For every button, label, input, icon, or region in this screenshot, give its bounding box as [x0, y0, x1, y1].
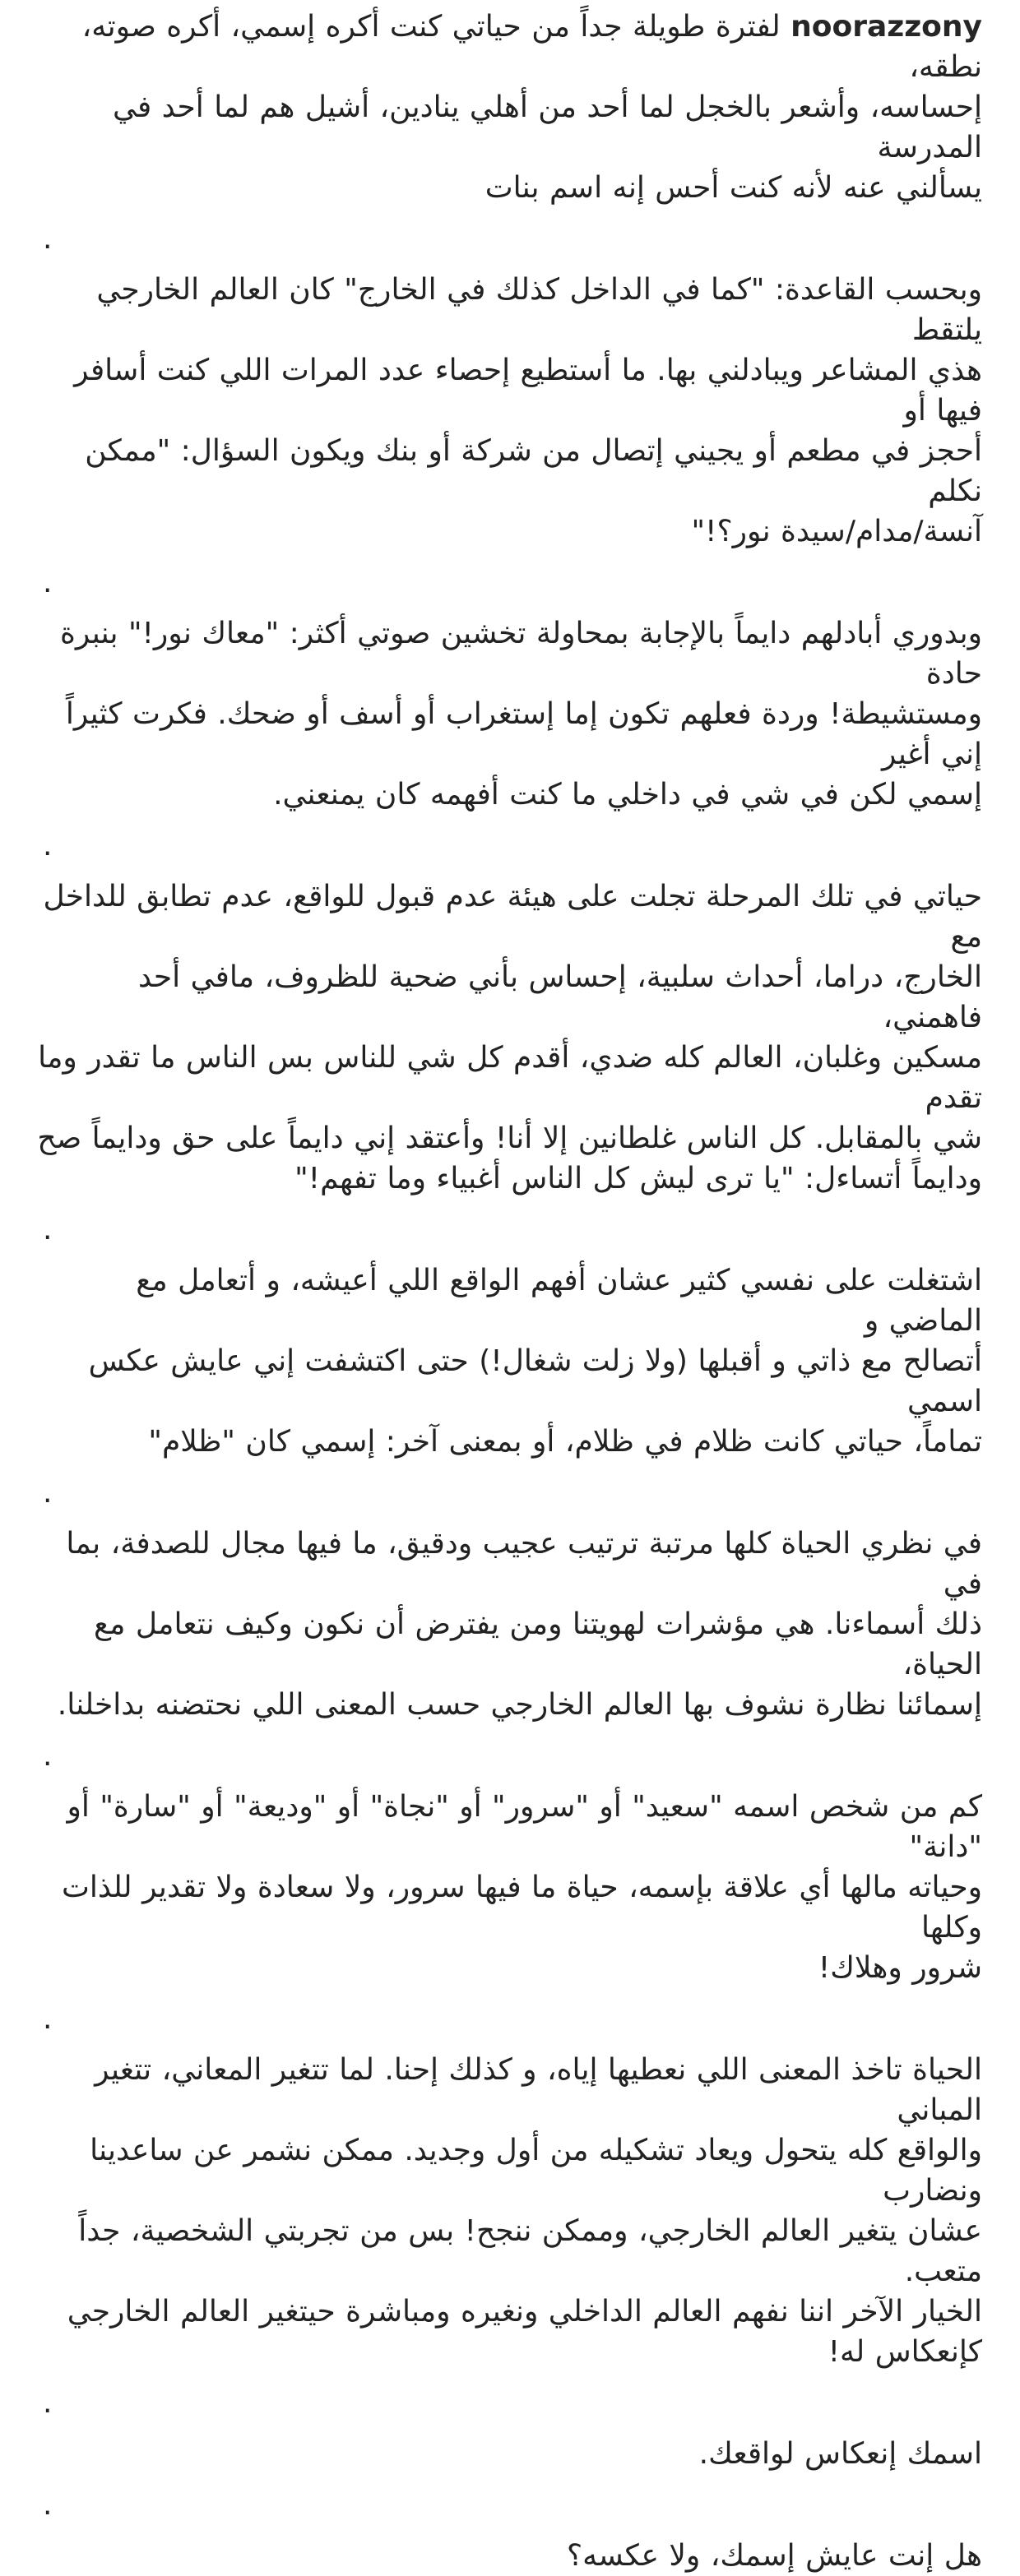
caption-line: في نظري الحياة كلها مرتبة ترتيب عجيب ودقيق، ما فيها مجال للصدفة، بما في [66, 1527, 982, 1601]
caption-line: آنسة/مدام/سيدة نور؟!" [691, 515, 982, 548]
caption-line: عشان يتغير العالم الخارجي، وممكن ننجح! بس من تجربتي الشخصية، جداً متعب. [78, 2214, 982, 2288]
paragraph-separator: . [43, 1476, 53, 1510]
caption-line: كإنعكاس له! [828, 2335, 982, 2369]
caption-line: وبدوري أبادلهم دايماً بالإجابة بمحاولة تخشين صوتي أكثر: "معاك نور!" بنبرة حادة [60, 617, 982, 691]
caption-paragraph-6 [33, 1524, 982, 1725]
caption-line: وحياته مالها أي علاقة بإسمه، حياة ما فيها سرور، ولا سعادة ولا تقدير للذات وكلها [61, 1871, 982, 1945]
caption-line: الحياة تاخذ المعنى اللي نعطيها إياه، و كذلك إحنا. لما تتغير المعاني، تتغير المباني [95, 2053, 982, 2127]
caption-line: ومستشيطة! وردة فعلهم تكون إما إستغراب أو أسف أو ضحك. فكرت كثيراً إني أغير [65, 697, 982, 771]
paragraph-separator: . [43, 566, 53, 599]
caption-paragraph-2 [33, 270, 982, 552]
caption-paragraph-9 [33, 2434, 982, 2474]
caption-line: إحساسه، وأشعر بالخجل لما أحد من أهلي ينادين، أشيل هم لما أحد في المدرسة [112, 90, 982, 164]
caption-line: لفترة طويلة جداً من حياتي كنت أكره إسمي، أكره صوته، نطقه، [81, 10, 982, 84]
caption-line: شي بالمقابل. كل الناس غلطانين إلا أنا! وأعتقد إني دايماً على حق ودايماً صح [37, 1122, 982, 1155]
paragraph-separator: . [43, 1213, 53, 1246]
caption-paragraph-7 [33, 1787, 982, 1988]
caption-line: أتصالح مع ذاتي و أقبلها (ولا زلت شغال!) حتى اكتشفت إني عايش عكس اسمي [88, 1344, 982, 1418]
caption-line: اسمك إنعكاس لواقعك. [698, 2437, 982, 2471]
paragraph-separator: . [43, 2002, 53, 2036]
paragraph-separator: . [43, 829, 53, 863]
caption-line: تماماً، حياتي كانت ظلام في ظلام، أو بمعنى آخر: إسمي كان "ظلام" [148, 1425, 982, 1459]
paragraph-separator: . [43, 2488, 53, 2522]
caption-line: يسألني عنه لأنه كنت أحس إنه اسم بنات [484, 171, 982, 205]
caption-line: كم من شخص اسمه "سعيد" أو "سرور" أو "نجاة" أو "وديعة" أو "سارة" أو "دانة" [67, 1790, 982, 1864]
caption-line: والواقع كله يتحول ويعاد تشكيله من أول وجديد. ممكن نشمر عن ساعدينا ونضارب [90, 2134, 982, 2208]
caption-line: أحجز في مطعم أو يجيني إتصال من شركة أو بنك ويكون السؤال: "ممكن نكلم [85, 434, 982, 508]
caption-line: مسكين وغلبان، العالم كله ضدي، أقدم كل شي للناس بس الناس ما تقدر وما تقدم [38, 1041, 982, 1115]
caption-line: هذي المشاعر ويبادلني بها. ما أستطيع إحصاء عدد المرات اللي كنت أسافر فيها أو [74, 354, 982, 428]
paragraph-separator: . [43, 2386, 53, 2420]
caption-line: الخارج، دراما، أحداث سلبية، إحساس بأني ضحية للظروف، مافي أحد فاهمني، [138, 960, 982, 1034]
caption-paragraph-8 [33, 2050, 982, 2372]
caption-paragraph-4 [33, 876, 982, 1199]
caption-line: ودايماً أتساءل: "يا ترى ليش كل الناس أغبياء وما تفهم!" [294, 1162, 982, 1196]
caption-line: إسمائنا نظارة نشوف بها العالم الخارجي حسب المعنى اللي نحتضنه بداخلنا. [57, 1688, 982, 1722]
paragraph-separator: . [43, 1739, 53, 1773]
caption-line: شرور وهلاك! [818, 1951, 982, 1985]
caption-line: وبحسب القاعدة: "كما في الداخل كذلك في الخارج" كان العالم الخارجي يلتقط [96, 273, 982, 347]
caption-line: إسمي لكن في شي في داخلي ما كنت أفهمه كان يمنعني. [273, 778, 982, 812]
caption-line: الخيار الآخر اننا نفهم العالم الداخلي ونغيره ومباشرة حيتغير العالم الخارجي [67, 2295, 982, 2329]
caption-line: حياتي في تلك المرحلة تجلت على هيئة عدم قبول للواقع، عدم تطابق للداخل مع [43, 880, 982, 954]
caption-line: هل إنت عايش إسمك، ولا عكسه؟ [567, 2539, 982, 2573]
caption-line: اشتغلت على نفسي كثير عشان أفهم الواقع اللي أعيشه، و أتعامل مع الماضي و [136, 1264, 982, 1338]
username-link[interactable]: noorazzony [790, 10, 982, 44]
caption-paragraph-5 [33, 1260, 982, 1462]
caption-paragraph-3 [33, 613, 982, 815]
caption-paragraph-10 [33, 2536, 982, 2576]
paragraph-separator: . [43, 222, 53, 256]
caption-line: ذلك أسماءنا. هي مؤشرات لهويتنا ومن يفترض أن نكون وكيف نتعامل مع الحياة، [94, 1607, 982, 1681]
caption-paragraph-1 [33, 7, 982, 208]
